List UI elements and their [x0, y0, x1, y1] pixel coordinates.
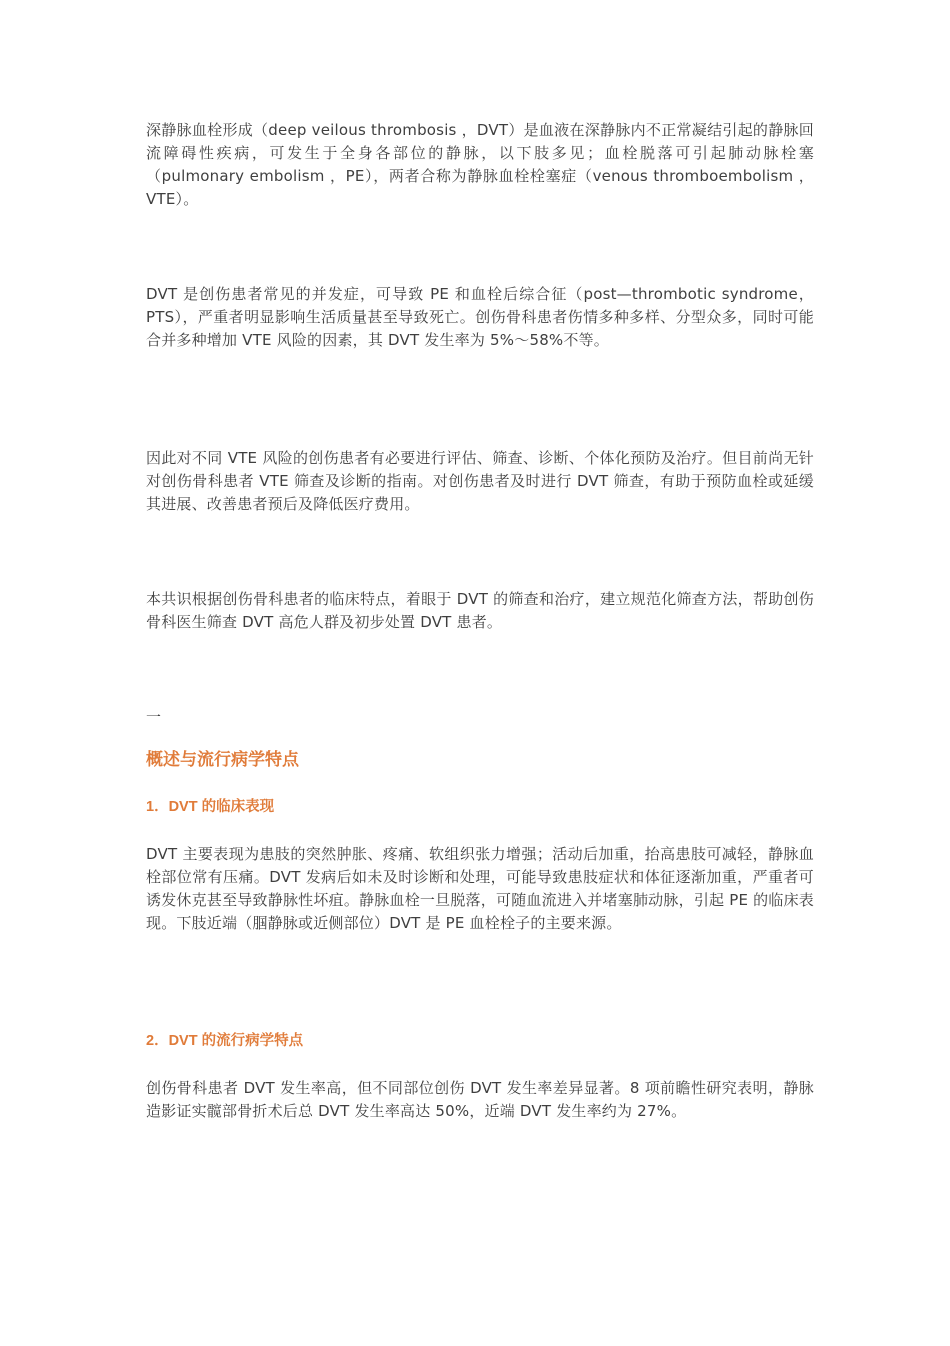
section-numeral: 一	[146, 708, 162, 726]
subsection-paragraph-1: DVT 主要表现为患肢的突然肿胀、疼痛、软组织张力增强；活动后加重，抬高患肢可减轻，静脉血栓部位常有压痛。DVT 发病后如未及时诊断和处理，可能导致患肢症状和体征逐渐加重，严重者可诱发休克甚至导致静脉性坏疽。静脉血栓一旦脱落，可随血流进入并堵塞肺动脉，引起 PE 的临床表现。下肢近端（腘静脉或近侧部位）DVT 是 PE 血栓栓子的主要来源。	[146, 845, 814, 932]
intro-paragraph-3: 因此对不同 VTE 风险的创伤患者有必要进行评估、筛查、诊断、个体化预防及治疗。但目前尚无针对创伤骨科患者 VTE 筛查及诊断的指南。对创伤患者及时进行 DVT 筛查，有助于预防血栓或延缓其进展、改善患者预后及降低医疗费用。	[146, 449, 814, 513]
intro-paragraph-4: 本共识根据创伤骨科患者的临床特点，着眼于 DVT 的筛查和治疗，建立规范化筛查方法，帮助创伤骨科医生筛查 DVT 高危人群及初步处置 DVT 患者。	[146, 590, 814, 631]
section-title: 概述与流行病学特点	[146, 750, 299, 769]
intro-paragraph-1: 深静脉血栓形成（deep veilous thrombosis ，DVT）是血液在深静脉内不正常凝结引起的静脉回流障碍性疾病，可发生于全身各部位的静脉，以下肢多见；血栓脱落可引起肺动脉栓塞（pulmonary embolism ，PE），两者合称为静脉血栓栓塞症（venous thromboembolism ，VTE）。	[146, 121, 814, 208]
intro-paragraph-2: DVT 是创伤患者常见的并发症，可导致 PE 和血栓后综合征（post—thrombotic syndrome， PTS），严重者明显影响生活质量甚至导致死亡。创伤骨科患者伤情多种多样、分型众多，同时可能合并多种增加 VTE 风险的因素，其 DVT 发生率为 5%～58%不等。	[146, 285, 814, 349]
subsection-heading-2: 2．DVT 的流行病学特点	[146, 1033, 304, 1049]
subsection-heading-1: 1．DVT 的临床表现	[146, 799, 275, 815]
subsection-paragraph-2: 创伤骨科患者 DVT 发生率高，但不同部位创伤 DVT 发生率差异显著。8 项前瞻性研究表明，静脉造影证实髋部骨折术后总 DVT 发生率高达 50%，近端 DVT 发生率约为 27%。	[146, 1079, 814, 1120]
